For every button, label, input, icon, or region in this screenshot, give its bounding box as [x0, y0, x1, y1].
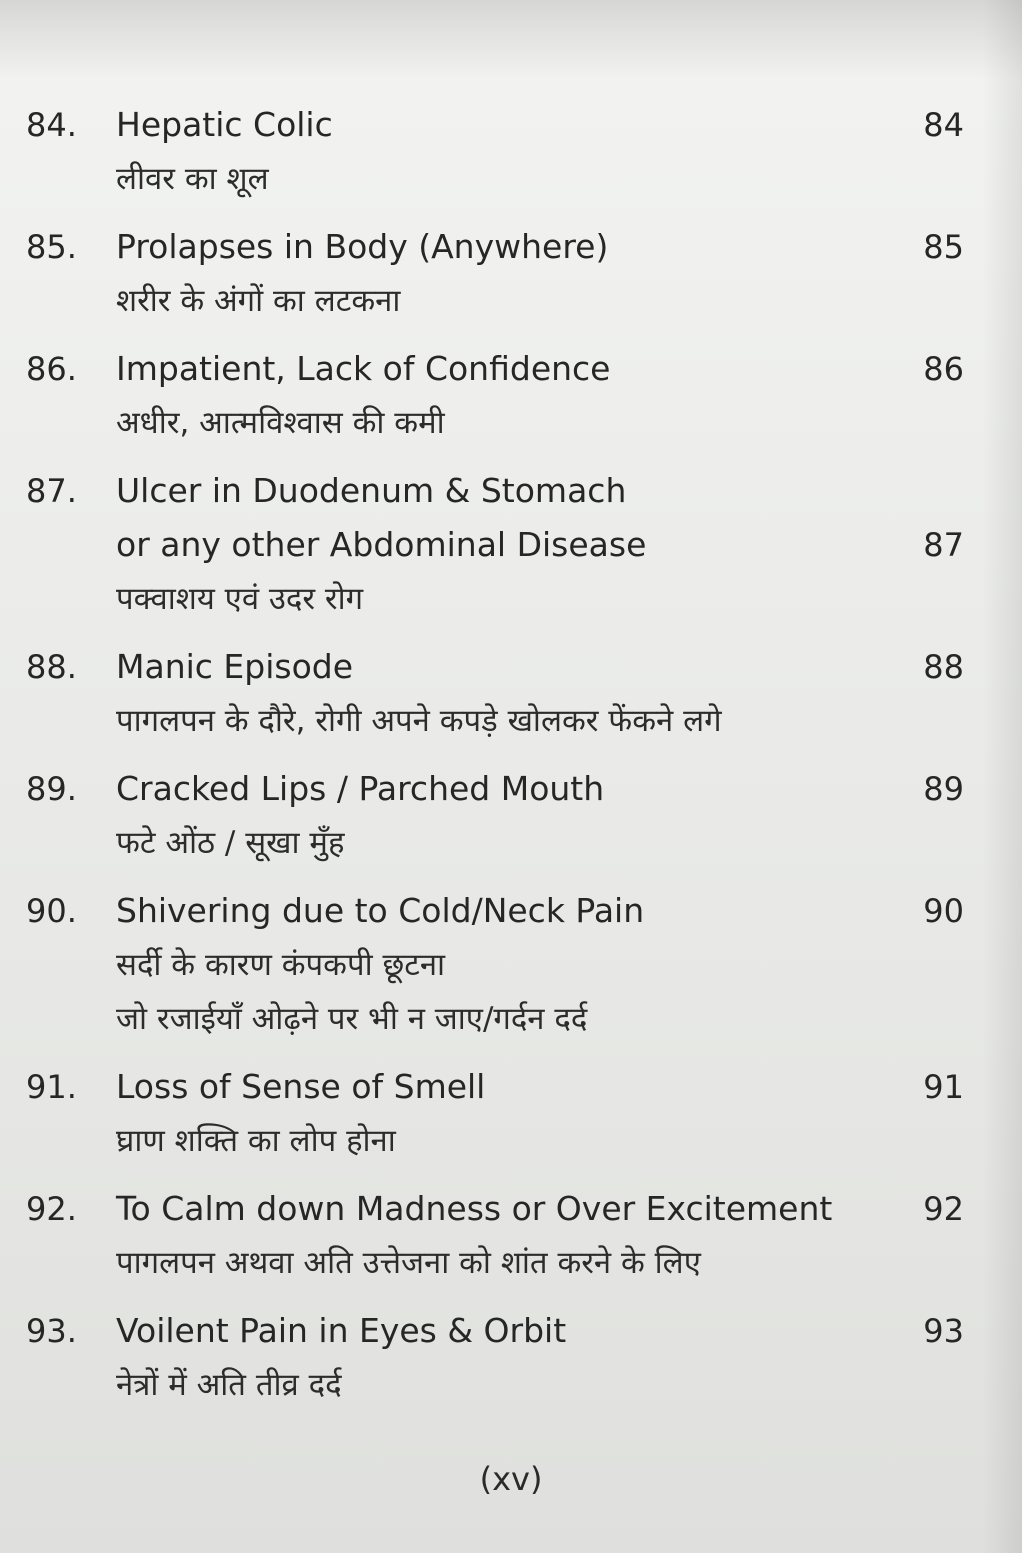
entry-page-number: 87	[923, 526, 964, 564]
entry-number: 87.	[26, 472, 77, 510]
contents-entry	[0, 220, 1022, 328]
entry-number: 93.	[26, 1312, 77, 1350]
entry-title-block	[116, 220, 876, 328]
entry-page-number: 93	[923, 1312, 964, 1350]
entry-title-block	[116, 884, 876, 1046]
entry-title-block	[116, 98, 876, 206]
entry-page-number: 92	[923, 1190, 964, 1228]
contents-entry	[0, 464, 1022, 626]
entry-title-block	[116, 464, 876, 626]
contents-entry	[0, 640, 1022, 748]
entry-number: 88.	[26, 648, 77, 686]
contents-entry	[0, 884, 1022, 1046]
entry-title-english: Hepatic Colic	[116, 105, 333, 144]
entry-number: 91.	[26, 1068, 77, 1106]
entry-title-english: or any other Abdominal Disease	[116, 525, 647, 564]
entry-page-number: 86	[923, 350, 964, 388]
entry-title-block	[116, 1304, 876, 1412]
entry-title-english: Shivering due to Cold/Neck Pain	[116, 891, 645, 930]
entry-number: 90.	[26, 892, 77, 930]
entry-title-block	[116, 342, 876, 450]
contents-entry	[0, 1182, 1022, 1290]
entry-title-block	[116, 1060, 876, 1168]
contents-entry	[0, 98, 1022, 206]
page-number-footer: (xv)	[479, 1460, 543, 1498]
entry-number: 84.	[26, 106, 77, 144]
entry-title-hindi: पागलपन अथवा अति उत्तेजना को शांत करने के लिए	[116, 1245, 701, 1281]
entry-title-hindi: अधीर, आत्मविश्वास की कमी	[116, 405, 445, 441]
entry-page-number: 90	[923, 892, 964, 930]
entry-title-hindi: सर्दी के कारण कंपकपी छूटना	[116, 947, 446, 983]
entry-title-english: To Calm down Madness or Over Excitement	[116, 1189, 833, 1228]
entry-number: 85.	[26, 228, 77, 266]
entry-title-block	[116, 762, 876, 870]
entry-title-english: Ulcer in Duodenum & Stomach	[116, 471, 627, 510]
entry-page-number: 89	[923, 770, 964, 808]
entry-title-english: Manic Episode	[116, 647, 354, 686]
entry-title-english: Cracked Lips / Parched Mouth	[116, 769, 605, 808]
entry-title-english: Prolapses in Body (Anywhere)	[116, 227, 609, 266]
entry-title-hindi: लीवर का शूल	[116, 161, 269, 197]
entry-title-block	[116, 1182, 876, 1290]
contents-entry	[0, 1060, 1022, 1168]
contents-entry	[0, 762, 1022, 870]
entry-title-english: Impatient, Lack of Confidence	[116, 349, 611, 388]
entry-title-block	[116, 640, 876, 748]
entry-title-hindi: घ्राण शक्ति का लोप होना	[116, 1123, 396, 1159]
entry-title-hindi: पक्वाशय एवं उदर रोग	[116, 581, 364, 617]
entry-page-number: 84	[923, 106, 964, 144]
entry-title-hindi: नेत्रों में अति तीव्र दर्द	[116, 1367, 342, 1403]
entry-title-hindi: पागलपन के दौरे, रोगी अपने कपड़े खोलकर फेंकने लगे	[116, 703, 722, 739]
contents-list	[0, 98, 1022, 1426]
entry-number: 89.	[26, 770, 77, 808]
entry-page-number: 88	[923, 648, 964, 686]
entry-title-english: Voilent Pain in Eyes & Orbit	[116, 1311, 567, 1350]
entry-page-number: 85	[923, 228, 964, 266]
entry-title-hindi: फटे ओंठ / सूखा मुँह	[116, 825, 345, 861]
entry-title-hindi: जो रजाईयाँ ओढ़ने पर भी न जाए/गर्दन दर्द	[116, 1001, 588, 1037]
entry-page-number: 91	[923, 1068, 964, 1106]
contents-entry	[0, 342, 1022, 450]
entry-title-english: Loss of Sense of Smell	[116, 1067, 486, 1106]
contents-entry	[0, 1304, 1022, 1412]
entry-number: 86.	[26, 350, 77, 388]
entry-title-hindi: शरीर के अंगों का लटकना	[116, 283, 401, 319]
entry-number: 92.	[26, 1190, 77, 1228]
